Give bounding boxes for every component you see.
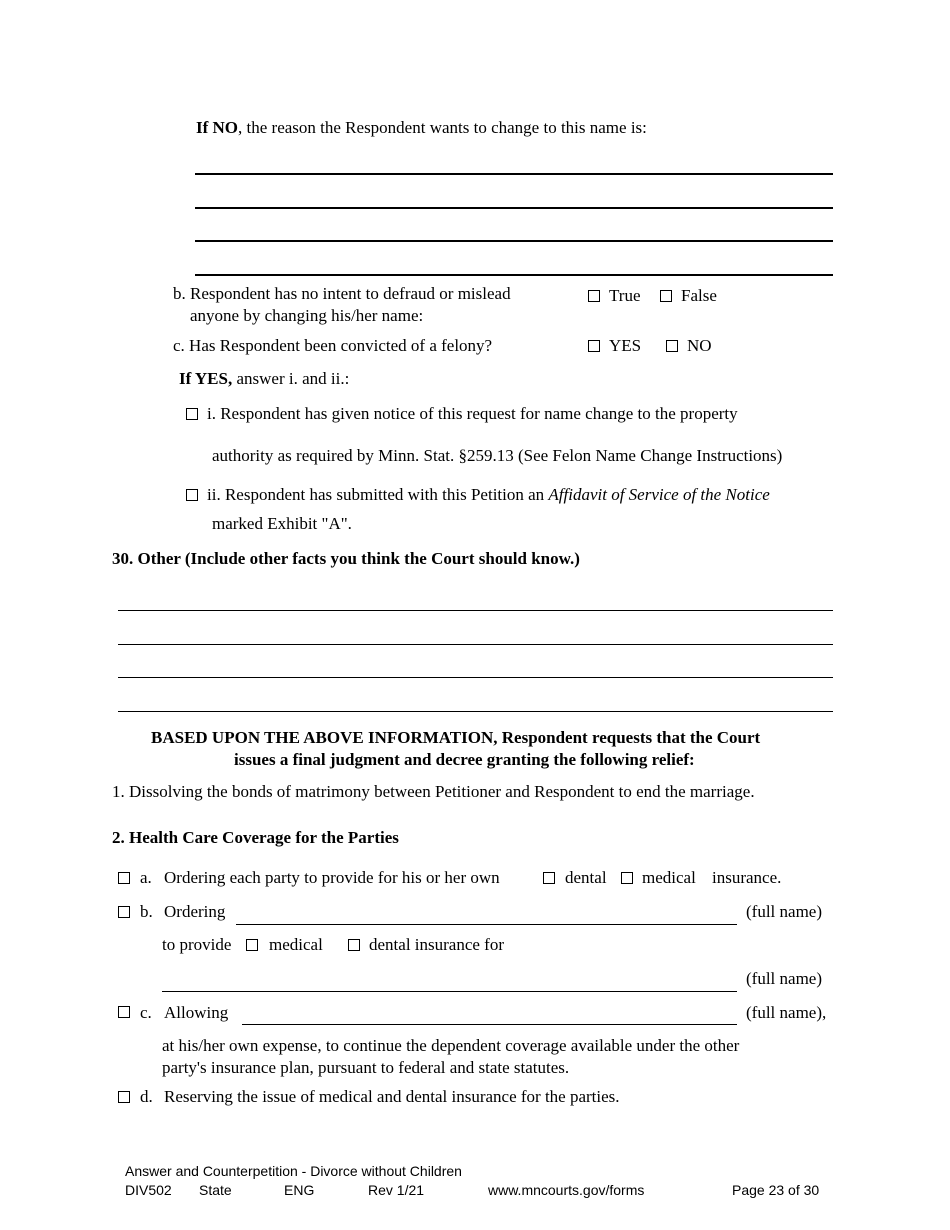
footer-state: State xyxy=(199,1182,232,1198)
felony-no-label: NO xyxy=(687,336,712,355)
section-30-heading: 30. Other (Include other facts you think the Court should know.) xyxy=(112,549,580,568)
option-b-medical-label: medical xyxy=(269,935,323,954)
option-a-checkbox[interactable] xyxy=(118,872,130,884)
false-checkbox[interactable] xyxy=(660,290,672,302)
if-no-rest: , the reason the Respondent wants to change to this name is: xyxy=(238,118,647,137)
option-b-full-name-label: (full name) xyxy=(746,902,822,921)
option-b-checkbox[interactable] xyxy=(118,906,130,918)
option-d-checkbox[interactable] xyxy=(118,1091,130,1103)
option-a-dental-checkbox[interactable] xyxy=(543,872,555,884)
option-b-medical-checkbox[interactable] xyxy=(246,939,258,951)
relief-heading-line1: BASED UPON THE ABOVE INFORMATION, Respondent requests that the Court xyxy=(151,728,761,747)
reason-line-2[interactable] xyxy=(195,207,833,209)
felony-question: c. Has Respondent been convicted of a felony? xyxy=(173,336,493,355)
option-a-medical-label: medical xyxy=(642,868,696,887)
relief-heading-line2: issues a final judgment and decree granting the following relief: xyxy=(234,750,695,769)
option-a-letter: a. xyxy=(140,868,152,887)
if-no-bold: If NO xyxy=(196,118,239,137)
affidavit-submitted-line2: marked Exhibit "A". xyxy=(212,514,352,533)
option-a-medical-checkbox[interactable] xyxy=(621,872,633,884)
reason-line-4[interactable] xyxy=(195,274,833,276)
health-care-heading: 2. Health Care Coverage for the Parties xyxy=(112,828,399,847)
option-a-dental-label: dental xyxy=(565,868,607,887)
if-yes-rest: answer i. and ii.: xyxy=(232,369,350,388)
option-d-text: Reserving the issue of medical and dental insurance for the parties. xyxy=(164,1087,620,1106)
true-checkbox[interactable] xyxy=(588,290,600,302)
affidavit-text: ii. Respondent has submitted with this Petition an xyxy=(207,485,549,504)
notice-given-checkbox[interactable] xyxy=(186,408,198,420)
relief-item-1: 1. Dissolving the bonds of matrimony between Petitioner and Respondent to end the marriage. xyxy=(112,782,755,801)
if-yes-bold: If YES, xyxy=(179,369,233,388)
reason-line-3[interactable] xyxy=(195,240,833,242)
option-c-full-name-label: (full name), xyxy=(746,1003,827,1022)
no-intent-question-line2: anyone by changing his/her name: xyxy=(190,306,424,325)
false-label: False xyxy=(681,286,717,305)
felony-yes-label: YES xyxy=(609,336,642,355)
no-intent-question-line1: b. Respondent has no intent to defraud or mislead xyxy=(173,284,511,303)
option-d-letter: d. xyxy=(140,1087,153,1106)
option-c-line2: at his/her own expense, to continue the dependent coverage available under the other xyxy=(162,1036,740,1055)
option-b-name-field[interactable] xyxy=(236,924,737,925)
option-b-to-provide: to provide xyxy=(162,935,232,954)
option-c-allowing: Allowing xyxy=(164,1003,229,1022)
notice-given-line2: authority as required by Minn. Stat. §259.13 (See Felon Name Change Instructions) xyxy=(212,446,783,465)
option-c-line3: party's insurance plan, pursuant to federal and state statutes. xyxy=(162,1058,570,1077)
footer-url: www.mncourts.gov/forms xyxy=(488,1182,645,1198)
option-b-letter: b. xyxy=(140,902,153,921)
felony-no-checkbox[interactable] xyxy=(666,340,678,352)
footer-language: ENG xyxy=(284,1182,315,1198)
option-c-name-field[interactable] xyxy=(242,1024,737,1025)
affidavit-submitted-line1 xyxy=(207,485,770,505)
if-no-reason-label xyxy=(196,118,647,138)
option-b-beneficiary-full-name-label: (full name) xyxy=(746,969,822,988)
option-a-insurance-label: insurance. xyxy=(712,868,782,887)
option-c-checkbox[interactable] xyxy=(118,1006,130,1018)
felony-yes-checkbox[interactable] xyxy=(588,340,600,352)
other-facts-line-1[interactable] xyxy=(118,610,833,611)
footer-title: Answer and Counterpetition - Divorce without Children xyxy=(125,1163,462,1179)
option-a-text: Ordering each party to provide for his or her own xyxy=(164,868,500,887)
other-facts-line-4[interactable] xyxy=(118,711,833,712)
affidavit-italic: Affidavit of Service of the Notice xyxy=(548,485,770,504)
other-facts-line-2[interactable] xyxy=(118,644,833,645)
other-facts-line-3[interactable] xyxy=(118,677,833,678)
option-b-dental-checkbox[interactable] xyxy=(348,939,360,951)
notice-given-line1: i. Respondent has given notice of this request for name change to the property xyxy=(207,404,738,423)
true-label: True xyxy=(609,286,641,305)
affidavit-submitted-checkbox[interactable] xyxy=(186,489,198,501)
option-c-letter: c. xyxy=(140,1003,152,1022)
footer-page-number: Page 23 of 30 xyxy=(732,1182,820,1198)
option-b-ordering: Ordering xyxy=(164,902,226,921)
footer-revision: Rev 1/21 xyxy=(368,1182,425,1198)
footer-form-id: DIV502 xyxy=(125,1182,172,1198)
option-b-beneficiary-field[interactable] xyxy=(162,991,737,992)
option-b-dental-label: dental insurance for xyxy=(369,935,504,954)
reason-line-1[interactable] xyxy=(195,173,833,175)
if-yes-label xyxy=(179,369,349,389)
